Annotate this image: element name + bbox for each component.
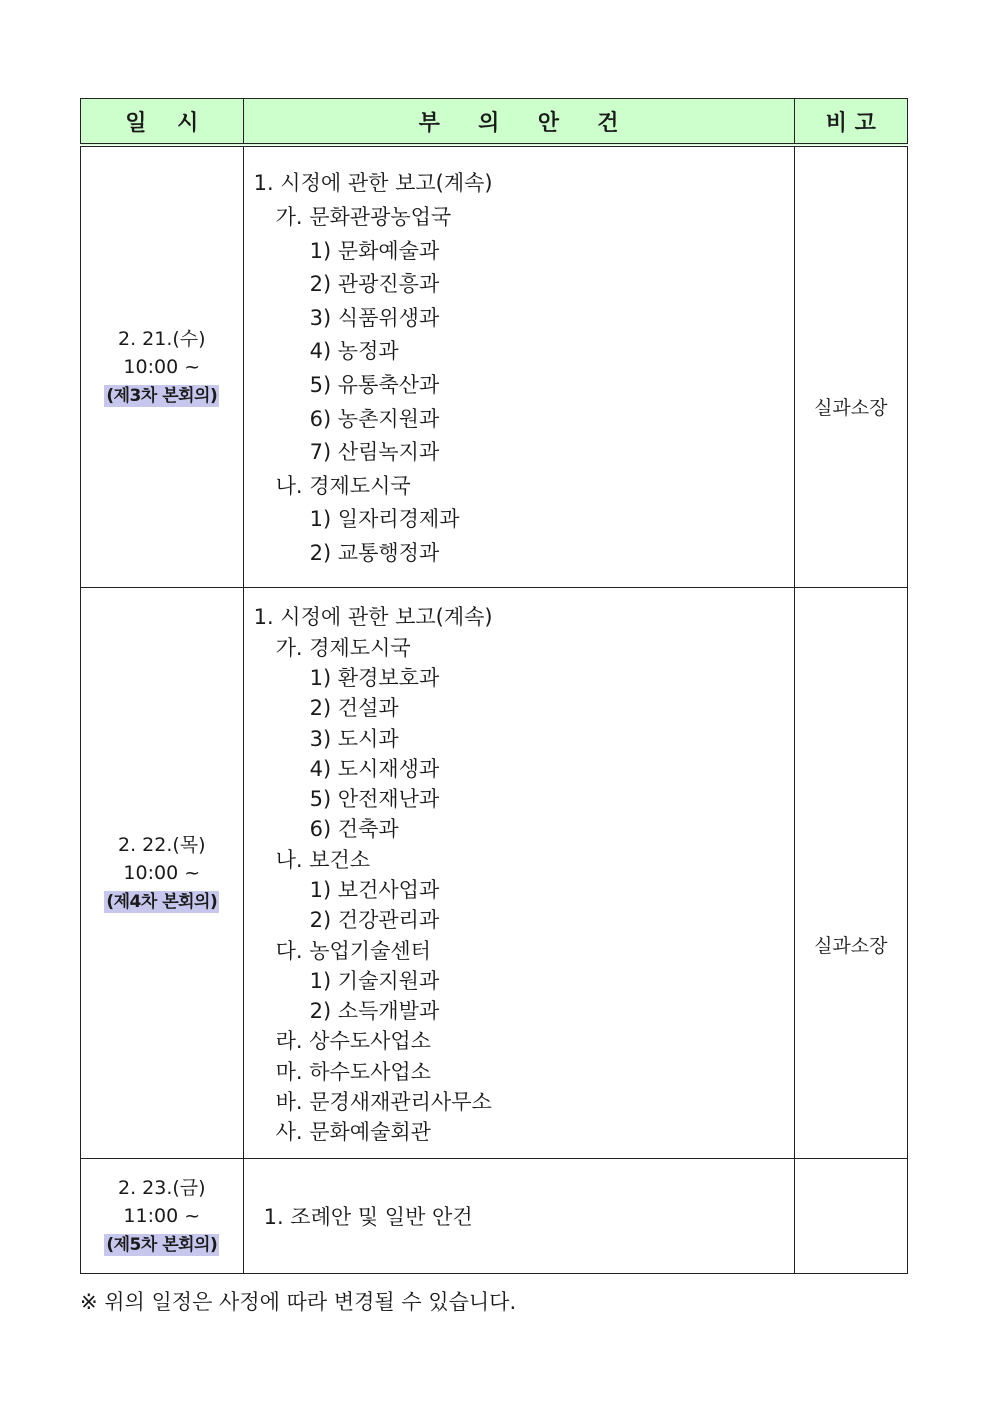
date-cell xyxy=(81,145,244,588)
note-text: 실과소장 xyxy=(814,396,888,419)
session-label: (제5차 본회의) xyxy=(106,1235,218,1255)
agenda-item: 나. 보건소 xyxy=(275,847,371,872)
date-cell xyxy=(81,1159,244,1274)
date-text: 2. 21.(수) xyxy=(118,328,206,350)
agenda-item: 나. 경제도시국 xyxy=(275,473,411,498)
agenda-item: 마. 하수도사업소 xyxy=(275,1059,431,1084)
agenda-item: 4) 농정과 xyxy=(309,339,399,364)
agenda-item: 2) 교통행정과 xyxy=(309,540,440,565)
schedule-row-2 xyxy=(81,588,908,1159)
agenda-item: 2) 건설과 xyxy=(309,696,399,721)
agenda-item: 사. 문화예술회관 xyxy=(275,1120,431,1145)
agenda-item: 1) 문화예술과 xyxy=(309,238,440,263)
header-agenda xyxy=(243,99,794,146)
schedule-row-1 xyxy=(81,145,908,588)
header-date-label: 일 시 xyxy=(125,110,199,136)
agenda-item: 가. 문화관광농업국 xyxy=(275,205,452,230)
note-text: 실과소장 xyxy=(814,934,888,957)
agenda-item: 1. 시정에 관한 보고(계속) xyxy=(253,605,493,630)
agenda-list xyxy=(244,155,794,578)
time-text: 11:00 ~ xyxy=(123,1205,201,1227)
agenda-item: 1) 일자리경제과 xyxy=(309,507,460,532)
agenda-item: 2) 건강관리과 xyxy=(309,908,440,933)
schedule-row-3 xyxy=(81,1159,908,1274)
agenda-item: 7) 산림녹지과 xyxy=(309,440,440,465)
agenda-item: 가. 경제도시국 xyxy=(275,635,411,660)
agenda-item: 라. 상수도사업소 xyxy=(275,1029,431,1054)
header-row xyxy=(81,99,908,146)
agenda-item: 바. 문경새재관리사무소 xyxy=(275,1090,492,1115)
agenda-item: 1) 기술지원과 xyxy=(309,968,440,993)
agenda-item: 3) 도시과 xyxy=(309,726,399,751)
header-note xyxy=(794,99,907,146)
date-cell xyxy=(81,588,244,1159)
agenda-cell xyxy=(243,588,794,1159)
session-label: (제3차 본회의) xyxy=(106,386,218,406)
header-date xyxy=(81,99,244,146)
agenda-item: 2) 소득개발과 xyxy=(309,999,440,1024)
time-text: 10:00 ~ xyxy=(123,862,201,884)
note-cell xyxy=(794,1159,907,1274)
note-cell xyxy=(794,145,907,588)
session-label: (제4차 본회의) xyxy=(106,892,218,912)
footnote: ※ 위의 일정은 사정에 따라 변경될 수 있습니다. xyxy=(80,1290,517,1314)
agenda-list xyxy=(244,590,794,1155)
agenda-item: 6) 농촌지원과 xyxy=(309,406,440,431)
header-note-label: 비 고 xyxy=(825,110,876,136)
agenda-item: 2) 관광진흥과 xyxy=(309,272,440,297)
agenda-item: 6) 건축과 xyxy=(309,817,399,842)
time-text: 10:00 ~ xyxy=(123,356,201,378)
date-text: 2. 22.(목) xyxy=(118,834,206,856)
agenda-item: 1) 환경보호과 xyxy=(309,665,440,690)
note-cell xyxy=(794,588,907,1159)
agenda-item: 3) 식품위생과 xyxy=(309,305,440,330)
agenda-item: 5) 유통축산과 xyxy=(309,373,440,397)
agenda-item: 1) 보건사업과 xyxy=(309,878,440,902)
agenda-item: 1. 조례안 및 일반 안건 xyxy=(263,1205,473,1229)
agenda-cell xyxy=(243,145,794,588)
agenda-item: 4) 도시재생과 xyxy=(309,756,440,781)
date-text: 2. 23.(금) xyxy=(118,1177,206,1199)
agenda-item: 1. 시정에 관한 보고(계속) xyxy=(253,171,493,196)
header-agenda-label: 부 의 안 건 xyxy=(418,110,619,136)
schedule-table xyxy=(80,98,908,1274)
agenda-item: 다. 농업기술센터 xyxy=(275,938,431,963)
agenda-item: 5) 안전재난과 xyxy=(309,787,440,812)
agenda-cell xyxy=(243,1159,794,1274)
